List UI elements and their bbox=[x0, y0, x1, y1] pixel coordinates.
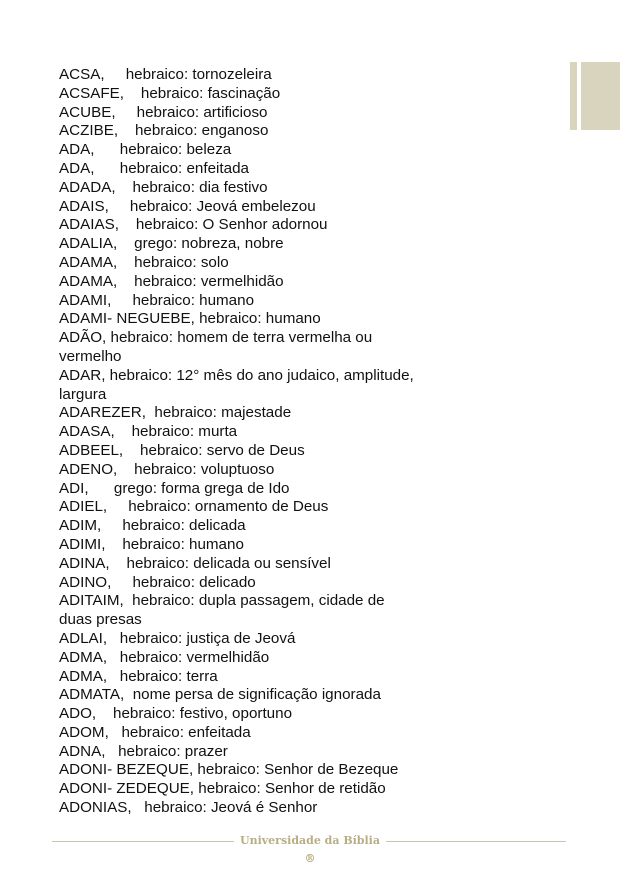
page-footer bbox=[52, 832, 566, 865]
entry-meaning: hebraico: 12° mês do ano judaico, amplitude, largura bbox=[59, 366, 414, 403]
entry-name: ADÃO, bbox=[59, 329, 107, 347]
entry-name: ADMA, bbox=[59, 648, 108, 666]
entry-name: ACSA, bbox=[59, 66, 105, 83]
entry-name: ADAMI, bbox=[59, 291, 112, 309]
entry-gap bbox=[101, 517, 122, 534]
entry-name: ADLAI, bbox=[59, 629, 108, 647]
entry-name: ADINA, bbox=[59, 554, 110, 572]
list-item bbox=[59, 799, 419, 818]
entry-meaning: hebraico: voluptuoso bbox=[134, 460, 275, 478]
list-item bbox=[59, 761, 419, 780]
entry-meaning: hebraico: tornozeleira bbox=[125, 66, 272, 83]
entry-gap bbox=[107, 498, 128, 515]
entry-meaning: hebraico: ornamento de Deus bbox=[128, 498, 329, 516]
entry-gap bbox=[117, 235, 134, 252]
entry-name: ADAMA, bbox=[59, 272, 118, 290]
list-item bbox=[59, 254, 419, 273]
entry-gap bbox=[107, 668, 120, 685]
entry-gap bbox=[105, 66, 126, 83]
list-item bbox=[59, 480, 419, 499]
entry-gap bbox=[107, 649, 120, 666]
entry-name: ADONI- ZEDEQUE, bbox=[59, 780, 195, 798]
entry-name: ACZIBE, bbox=[59, 122, 119, 140]
entry-meaning: hebraico: Senhor de retidão bbox=[198, 780, 386, 798]
list-item bbox=[59, 216, 419, 235]
entry-meaning: hebraico: fascinação bbox=[140, 84, 281, 102]
entry-meaning: nome persa de significação ignorada bbox=[132, 686, 381, 704]
entry-name: ADO, bbox=[59, 705, 97, 723]
entry-name: ADIM, bbox=[59, 517, 102, 535]
entry-gap bbox=[111, 292, 132, 309]
entry-gap bbox=[94, 141, 119, 158]
entry-name: ADMA, bbox=[59, 667, 108, 685]
list-item bbox=[59, 442, 419, 461]
entry-meaning: hebraico: dupla passagem, cidade de duas presas bbox=[59, 592, 385, 629]
entry-gap bbox=[107, 630, 120, 647]
list-item bbox=[59, 498, 419, 517]
footer-rule-left bbox=[52, 841, 234, 842]
entry-name: ADINO, bbox=[59, 573, 112, 591]
entry-meaning: hebraico: festivo, oportuno bbox=[113, 705, 293, 723]
entry-meaning: hebraico: beleza bbox=[119, 141, 232, 159]
entry-meaning: hebraico: vermelhidão bbox=[119, 648, 270, 666]
entry-meaning: hebraico: enfeitada bbox=[119, 159, 249, 177]
name-meaning-list bbox=[59, 66, 419, 818]
entry-gap bbox=[123, 442, 140, 459]
entry-meaning: hebraico: prazer bbox=[118, 742, 228, 760]
entry-gap bbox=[124, 85, 141, 102]
entry-name: ADAMI- NEGUEBE, bbox=[59, 310, 195, 328]
list-item bbox=[59, 66, 419, 85]
list-item bbox=[59, 85, 419, 104]
entry-name: ADITAIM, bbox=[59, 592, 124, 610]
entry-gap bbox=[110, 555, 127, 572]
entry-gap bbox=[115, 423, 132, 440]
list-item bbox=[59, 160, 419, 179]
list-item bbox=[59, 329, 419, 367]
list-item bbox=[59, 198, 419, 217]
entry-meaning: hebraico: O Senhor adornou bbox=[135, 216, 328, 234]
entry-name: ADENO, bbox=[59, 460, 118, 478]
entry-name: ADADA, bbox=[59, 178, 116, 196]
footer-rule-right bbox=[386, 841, 566, 842]
entry-meaning: hebraico: homem de terra vermelha ou vermelho bbox=[59, 329, 373, 365]
list-item bbox=[59, 686, 419, 705]
entry-name: ADAREZER, bbox=[59, 404, 146, 422]
entry-name: ACSAFE, bbox=[59, 84, 124, 102]
entry-meaning: hebraico: Jeová embelezou bbox=[129, 197, 316, 215]
entry-gap bbox=[116, 104, 137, 121]
entry-meaning: hebraico: Jeová é Senhor bbox=[144, 799, 318, 817]
list-item bbox=[59, 724, 419, 743]
entry-name: ADIEL, bbox=[59, 498, 108, 516]
entry-name: ADBEEL, bbox=[59, 441, 124, 459]
entry-name: ADA, bbox=[59, 159, 95, 177]
list-item bbox=[59, 141, 419, 160]
list-item bbox=[59, 743, 419, 762]
entry-name: ADMATA, bbox=[59, 686, 125, 704]
entry-name: ADA, bbox=[59, 141, 95, 159]
list-item bbox=[59, 780, 419, 799]
entry-gap bbox=[132, 799, 145, 816]
entry-gap bbox=[119, 216, 136, 233]
entry-gap bbox=[117, 273, 134, 290]
entry-name: ADI, bbox=[59, 479, 89, 497]
entry-meaning: grego: nobreza, nobre bbox=[134, 235, 284, 253]
list-item bbox=[59, 555, 419, 574]
list-item bbox=[59, 235, 419, 254]
entry-name: ADONIAS, bbox=[59, 799, 132, 817]
entry-name: ADAIAS, bbox=[59, 216, 119, 234]
entry-name: ADAMA, bbox=[59, 253, 118, 271]
entry-meaning: hebraico: enfeitada bbox=[121, 723, 251, 741]
entry-meaning: hebraico: Senhor de Bezeque bbox=[197, 761, 399, 779]
list-item bbox=[59, 404, 419, 423]
entry-meaning: hebraico: servo de Deus bbox=[140, 441, 305, 459]
entry-name: ADASA, bbox=[59, 423, 115, 441]
entry-gap bbox=[118, 122, 135, 139]
side-tab-notch bbox=[577, 62, 581, 130]
footer-text: Universidade da Bíblia ® bbox=[240, 834, 380, 865]
entry-meaning: hebraico: delicado bbox=[132, 573, 256, 591]
entry-meaning: hebraico: justiça de Jeová bbox=[119, 629, 296, 647]
entry-gap bbox=[105, 536, 122, 553]
entry-gap bbox=[109, 198, 130, 215]
list-item bbox=[59, 536, 419, 555]
entry-name: ADNA, bbox=[59, 742, 106, 760]
entry-gap bbox=[124, 592, 132, 609]
entry-name: ACUBE, bbox=[59, 103, 116, 121]
entry-meaning: hebraico: humano bbox=[132, 291, 255, 309]
entry-name: ADOM, bbox=[59, 723, 109, 741]
list-item bbox=[59, 517, 419, 536]
entry-gap bbox=[94, 160, 119, 177]
entry-name: ADONI- BEZEQUE, bbox=[59, 761, 194, 779]
entry-meaning: grego: forma grega de Ido bbox=[113, 479, 290, 497]
entry-meaning: hebraico: murta bbox=[131, 423, 238, 441]
list-item bbox=[59, 122, 419, 141]
entry-meaning: hebraico: artificioso bbox=[136, 103, 268, 121]
entry-meaning: hebraico: humano bbox=[122, 535, 244, 553]
page-side-tab bbox=[570, 62, 620, 130]
entry-meaning: hebraico: enganoso bbox=[134, 122, 269, 140]
list-item bbox=[59, 273, 419, 292]
entry-meaning: hebraico: humano bbox=[199, 310, 321, 328]
list-item bbox=[59, 104, 419, 123]
list-item bbox=[59, 310, 419, 329]
entry-gap bbox=[117, 461, 134, 478]
entry-meaning: hebraico: delicada bbox=[122, 517, 246, 535]
entry-gap bbox=[111, 574, 132, 591]
list-item bbox=[59, 179, 419, 198]
list-item bbox=[59, 705, 419, 724]
entry-meaning: hebraico: vermelhidão bbox=[134, 272, 284, 290]
list-item bbox=[59, 630, 419, 649]
entry-name: ADIMI, bbox=[59, 535, 106, 553]
list-item bbox=[59, 292, 419, 311]
entry-gap bbox=[96, 705, 113, 722]
entry-meaning: hebraico: delicada ou sensível bbox=[126, 554, 331, 572]
entry-name: ADAIS, bbox=[59, 197, 109, 215]
entry-gap bbox=[124, 686, 132, 703]
entry-gap bbox=[116, 179, 133, 196]
list-item bbox=[59, 668, 419, 687]
list-item bbox=[59, 574, 419, 593]
list-item bbox=[59, 649, 419, 668]
list-item bbox=[59, 461, 419, 480]
entry-meaning: hebraico: terra bbox=[119, 667, 218, 685]
list-item bbox=[59, 592, 419, 630]
entry-gap bbox=[105, 743, 118, 760]
list-item bbox=[59, 367, 419, 405]
entry-name: ADAR, bbox=[59, 366, 106, 384]
entry-meaning: hebraico: majestade bbox=[154, 404, 292, 422]
entry-name: ADALIA, bbox=[59, 235, 118, 253]
entry-gap bbox=[109, 724, 122, 741]
list-item bbox=[59, 423, 419, 442]
entry-gap bbox=[89, 480, 114, 497]
entry-gap bbox=[117, 254, 134, 271]
entry-meaning: hebraico: solo bbox=[134, 253, 229, 271]
entry-meaning: hebraico: dia festivo bbox=[132, 178, 268, 196]
